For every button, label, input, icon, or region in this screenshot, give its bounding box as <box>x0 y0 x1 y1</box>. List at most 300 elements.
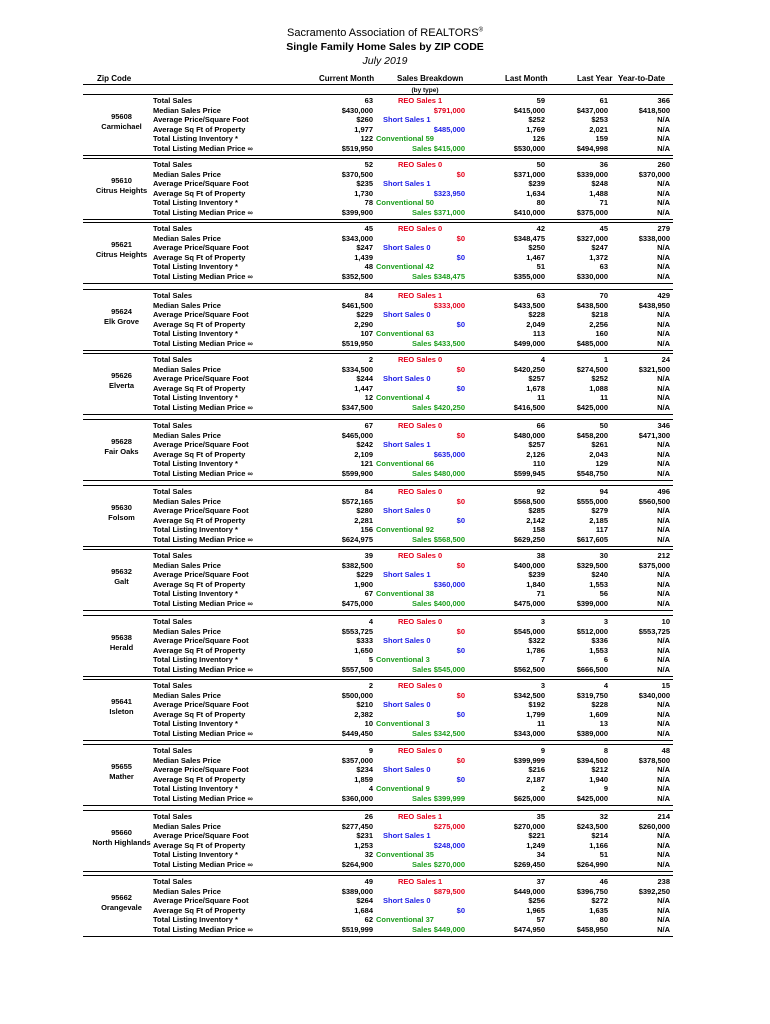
short-price: $0 <box>456 645 465 655</box>
cell-value: $234 <box>356 765 373 774</box>
cell-value: $475,000 <box>513 598 545 608</box>
cell-value: 2,187 <box>526 774 545 784</box>
cell-value: 67 <box>364 421 373 430</box>
cell-value: 37 <box>536 877 545 886</box>
cell-value: $437,000 <box>576 105 608 115</box>
row-label: Total Listing Median Price ∞ <box>153 207 253 217</box>
cell-value: 26 <box>364 812 373 821</box>
zip-code: 95630 <box>111 503 132 512</box>
current-month-col <box>303 877 373 934</box>
cell-value: $264,900 <box>341 859 373 869</box>
cell-value: $394,500 <box>576 755 608 765</box>
row-label: Total Listing Inventory * <box>153 719 238 728</box>
sales-breakdown <box>376 812 465 869</box>
last-month-col <box>473 96 545 153</box>
row-label: Average Sq Ft of Property <box>153 383 246 393</box>
conventional-sales: Conventional 3 <box>376 655 430 664</box>
short-price: $248,000 <box>433 840 465 850</box>
cell-value: 56 <box>599 589 608 598</box>
reo-sales: REO Sales 1 <box>398 291 443 300</box>
cell-value: $260 <box>356 115 373 124</box>
cell-value: N/A <box>657 784 670 793</box>
cell-value: 3 <box>540 681 545 690</box>
zip-city: Galt <box>114 577 129 586</box>
last-month-col <box>473 487 545 544</box>
cell-value: $210 <box>356 700 373 709</box>
col-breakdown: Sales Breakdown <box>397 74 464 83</box>
row-label: Average Sq Ft of Property <box>153 774 246 784</box>
cell-value: $214 <box>591 831 608 840</box>
cell-value: $378,500 <box>638 755 670 765</box>
row-label: Median Sales Price <box>153 233 221 243</box>
last-month-col <box>473 421 545 478</box>
ytd-col <box>610 617 670 674</box>
cell-value: 46 <box>599 877 608 886</box>
short-price: $0 <box>456 709 465 719</box>
row-label: Median Sales Price <box>153 560 221 570</box>
ytd-col <box>610 291 670 348</box>
reo-sales: REO Sales 0 <box>398 421 443 430</box>
cell-value: $334,500 <box>341 364 373 374</box>
cell-value: 2,281 <box>354 515 373 525</box>
current-month-col <box>303 487 373 544</box>
cell-value: 67 <box>364 589 373 598</box>
cell-value: 3 <box>540 617 545 626</box>
row-label: Average Price/Square Foot <box>153 243 249 252</box>
reo-sales: REO Sales 1 <box>398 812 443 821</box>
last-month-col <box>473 877 545 934</box>
cell-value: 429 <box>657 291 670 300</box>
cell-value: 129 <box>595 459 608 468</box>
zip-block <box>83 875 673 937</box>
cell-value: $548,750 <box>576 468 608 478</box>
cell-value: N/A <box>657 440 670 449</box>
conventional-price: Sales $400,000 <box>412 598 465 608</box>
cell-value: $336 <box>591 636 608 645</box>
row-label: Average Sq Ft of Property <box>153 515 246 525</box>
cell-value: 2,142 <box>526 515 545 525</box>
short-sales: Short Sales 0 <box>383 310 431 319</box>
zip-block <box>83 744 673 806</box>
cell-value: $415,000 <box>513 105 545 115</box>
cell-value: 57 <box>536 915 545 924</box>
report-title: Single Family Home Sales by ZIP CODE <box>286 41 484 53</box>
cell-value: $257 <box>528 440 545 449</box>
zip-code: 95641 <box>111 697 132 706</box>
cell-value: 1,439 <box>354 252 373 262</box>
cell-value: 1,859 <box>354 774 373 784</box>
short-sales: Short Sales 1 <box>383 440 431 449</box>
row-label: Average Price/Square Foot <box>153 896 249 905</box>
row-label: Average Sq Ft of Property <box>153 709 246 719</box>
cell-value: N/A <box>657 664 670 674</box>
cell-value: 212 <box>657 551 670 560</box>
row-label: Total Listing Inventory * <box>153 915 238 924</box>
zip-code: 95655 <box>111 762 132 771</box>
row-label: Average Price/Square Foot <box>153 440 249 449</box>
zip-code: 95632 <box>111 567 132 576</box>
cell-value: 214 <box>657 812 670 821</box>
col-last-month: Last Month <box>505 74 548 83</box>
cell-value: $333 <box>356 636 373 645</box>
zip-city: Isleton <box>109 707 134 716</box>
cell-value: 2 <box>540 784 545 793</box>
short-price: $360,000 <box>433 579 465 589</box>
row-label: Total Listing Median Price ∞ <box>153 143 253 153</box>
last-month-col <box>473 681 545 738</box>
cell-value: $370,500 <box>341 169 373 179</box>
org-title: Sacramento Association of REALTORS® <box>287 27 483 39</box>
cell-value: $438,950 <box>638 300 670 310</box>
report-period: July 2019 <box>362 55 408 67</box>
reo-sales: REO Sales 0 <box>398 355 443 364</box>
cell-value: 346 <box>657 421 670 430</box>
cell-value: 12 <box>364 393 373 402</box>
cell-value: 122 <box>360 134 373 143</box>
row-labels <box>153 877 253 934</box>
cell-value: 1,635 <box>589 905 608 915</box>
row-label: Average Sq Ft of Property <box>153 188 246 198</box>
cell-value: $471,300 <box>638 430 670 440</box>
ytd-col <box>610 421 670 478</box>
cell-value: 78 <box>364 198 373 207</box>
row-label: Average Price/Square Foot <box>153 374 249 383</box>
zip-city: Citrus Heights <box>95 186 148 195</box>
conventional-price: Sales $342,500 <box>412 728 465 738</box>
cell-value: 24 <box>661 355 670 364</box>
row-label: Median Sales Price <box>153 755 221 765</box>
cell-value: 94 <box>599 487 608 496</box>
short-sales: Short Sales 1 <box>383 115 431 124</box>
cell-value: $500,000 <box>341 690 373 700</box>
sales-breakdown <box>376 96 465 153</box>
cell-value: 110 <box>532 459 545 468</box>
row-label: Average Sq Ft of Property <box>153 905 246 915</box>
cell-value: $260,000 <box>638 821 670 831</box>
sales-breakdown <box>376 291 465 348</box>
cell-value: $319,750 <box>576 690 608 700</box>
cell-value: 80 <box>599 915 608 924</box>
last-month-col <box>473 617 545 674</box>
ytd-col <box>610 551 670 608</box>
reo-sales: REO Sales 0 <box>398 487 443 496</box>
cell-value: N/A <box>657 598 670 608</box>
cell-value: N/A <box>657 793 670 803</box>
row-label: Total Listing Inventory * <box>153 655 238 664</box>
last-year-col <box>551 421 608 478</box>
cell-value: $494,998 <box>576 143 608 153</box>
conventional-sales: Conventional 92 <box>376 525 434 534</box>
cell-value: 6 <box>603 655 608 664</box>
cell-value: $343,000 <box>341 233 373 243</box>
conventional-price: Sales $420,250 <box>412 402 465 412</box>
reo-price: $0 <box>456 560 465 570</box>
last-month-col <box>473 551 545 608</box>
col-ytd: Year-to-Date <box>618 74 666 83</box>
reo-sales: REO Sales 1 <box>398 96 443 105</box>
cell-value: 158 <box>532 525 545 534</box>
cell-value: 15 <box>661 681 670 690</box>
cell-value: $416,500 <box>513 402 545 412</box>
zip-block <box>83 679 673 741</box>
cell-value: 51 <box>599 850 608 859</box>
short-price: $0 <box>456 905 465 915</box>
current-month-col <box>303 160 373 217</box>
row-label: Total Listing Inventory * <box>153 134 238 143</box>
row-labels <box>153 812 253 869</box>
cell-value: 1,965 <box>526 905 545 915</box>
current-month-col <box>303 617 373 674</box>
cell-value: 11 <box>600 393 608 402</box>
cell-value: $560,500 <box>638 496 670 506</box>
cell-value: 260 <box>657 160 670 169</box>
cell-value: N/A <box>657 319 670 329</box>
cell-value: $530,000 <box>513 143 545 153</box>
last-year-col <box>551 487 608 544</box>
conventional-sales: Conventional 4 <box>376 393 430 402</box>
cell-value: $425,000 <box>576 402 608 412</box>
cell-value: 70 <box>599 291 608 300</box>
reo-price: $0 <box>456 169 465 179</box>
cell-value: N/A <box>657 115 670 124</box>
cell-value: $438,500 <box>576 300 608 310</box>
row-label: Total Listing Inventory * <box>153 589 238 598</box>
cell-value: $221 <box>528 831 545 840</box>
last-year-col <box>551 746 608 803</box>
short-sales: Short Sales 1 <box>383 179 431 188</box>
cell-value: 59 <box>536 96 545 105</box>
cell-value: $212 <box>591 765 608 774</box>
cell-value: 10 <box>364 719 373 728</box>
row-label: Average Sq Ft of Property <box>153 252 246 262</box>
short-sales: Short Sales 0 <box>383 506 431 515</box>
col-zip: Zip Code <box>97 74 132 83</box>
cell-value: $343,000 <box>513 728 545 738</box>
zip-city: North Highlands <box>92 838 151 847</box>
row-label: Total Listing Inventory * <box>153 850 238 859</box>
col-current: Current Month <box>319 74 375 83</box>
cell-value: 63 <box>536 291 545 300</box>
cell-value: $252 <box>528 115 545 124</box>
cell-value: 4 <box>603 681 608 690</box>
cell-value: 1,488 <box>589 188 608 198</box>
cell-value: 49 <box>364 877 373 886</box>
conventional-price: Sales $348,475 <box>412 271 465 281</box>
cell-value: $399,000 <box>576 598 608 608</box>
cell-value: 160 <box>595 329 608 338</box>
cell-value: 1,166 <box>589 840 608 850</box>
short-price: $0 <box>456 252 465 262</box>
cell-value: 1,372 <box>589 252 608 262</box>
ytd-col <box>610 877 670 934</box>
row-label: Average Sq Ft of Property <box>153 579 246 589</box>
cell-value: $272 <box>591 896 608 905</box>
cell-value: $382,500 <box>341 560 373 570</box>
cell-value: $261 <box>591 440 608 449</box>
last-month-col <box>473 355 545 412</box>
cell-value: N/A <box>657 124 670 134</box>
reo-sales: REO Sales 0 <box>398 551 443 560</box>
cell-value: $519,950 <box>341 143 373 153</box>
zip-block <box>83 222 673 284</box>
row-labels <box>153 551 253 608</box>
current-month-col <box>303 681 373 738</box>
row-label: Total Listing Inventory * <box>153 784 238 793</box>
cell-value: $279 <box>591 506 608 515</box>
reo-price: $879,500 <box>433 886 465 896</box>
conventional-sales: Conventional 9 <box>376 784 430 793</box>
cell-value: $256 <box>528 896 545 905</box>
zip-city: Elk Grove <box>103 317 140 326</box>
cell-value: 62 <box>364 915 373 924</box>
cell-value: 1,940 <box>589 774 608 784</box>
cell-value: 48 <box>661 746 670 755</box>
cell-value: 3 <box>603 617 608 626</box>
cell-value: $264 <box>356 896 373 905</box>
row-label: Average Price/Square Foot <box>153 310 249 319</box>
cell-value: N/A <box>657 449 670 459</box>
last-year-col <box>551 96 608 153</box>
cell-value: $555,000 <box>576 496 608 506</box>
cell-value: $239 <box>528 570 545 579</box>
cell-value: $553,725 <box>341 626 373 636</box>
cell-value: 279 <box>657 224 670 233</box>
row-label: Median Sales Price <box>153 690 221 700</box>
last-year-col <box>551 812 608 869</box>
cell-value: 39 <box>364 551 373 560</box>
sales-breakdown <box>376 877 465 934</box>
current-month-col <box>303 291 373 348</box>
cell-value: 2,126 <box>526 449 545 459</box>
reo-price: $0 <box>456 430 465 440</box>
zip-block <box>83 615 673 677</box>
last-year-col <box>551 355 608 412</box>
conventional-price: Sales $545,000 <box>412 664 465 674</box>
ytd-col <box>610 746 670 803</box>
last-year-col <box>551 160 608 217</box>
reo-sales: REO Sales 0 <box>398 617 443 626</box>
cell-value: N/A <box>657 468 670 478</box>
cell-value: $242 <box>356 440 373 449</box>
cell-value: N/A <box>657 329 670 338</box>
sales-breakdown <box>376 746 465 803</box>
zip-city: Herald <box>109 643 134 652</box>
cell-value: $599,945 <box>513 468 545 478</box>
cell-value: 71 <box>599 198 608 207</box>
row-label: Total Listing Inventory * <box>153 525 238 534</box>
cell-value: N/A <box>657 459 670 468</box>
row-labels <box>153 487 253 544</box>
sales-breakdown <box>376 224 465 281</box>
cell-value: $338,000 <box>638 233 670 243</box>
row-label: Total Listing Median Price ∞ <box>153 402 253 412</box>
cell-value: N/A <box>657 188 670 198</box>
cell-value: $375,000 <box>638 560 670 570</box>
cell-value: 1,730 <box>354 188 373 198</box>
conventional-sales: Conventional 63 <box>376 329 434 338</box>
ytd-col <box>610 224 670 281</box>
sales-breakdown <box>376 355 465 412</box>
row-label: Total Listing Median Price ∞ <box>153 468 253 478</box>
row-label: Average Price/Square Foot <box>153 765 249 774</box>
sales-breakdown <box>376 160 465 217</box>
zip-block <box>83 810 673 872</box>
column-headers <box>83 72 673 85</box>
cell-value: 71 <box>536 589 545 598</box>
reo-price: $0 <box>456 364 465 374</box>
current-month-col <box>303 96 373 153</box>
cell-value: $229 <box>356 570 373 579</box>
cell-value: $327,000 <box>576 233 608 243</box>
zip-block <box>83 94 673 156</box>
row-label: Median Sales Price <box>153 496 221 506</box>
cell-value: 366 <box>657 96 670 105</box>
cell-value: 30 <box>599 551 608 560</box>
row-label: Total Listing Inventory * <box>153 198 238 207</box>
cell-value: $357,000 <box>341 755 373 765</box>
sales-breakdown <box>376 681 465 738</box>
cell-value: N/A <box>657 840 670 850</box>
cell-value: 34 <box>536 850 545 859</box>
cell-value: 9 <box>603 784 608 793</box>
cell-value: 32 <box>599 812 608 821</box>
cell-value: $399,900 <box>341 207 373 217</box>
cell-value: $192 <box>528 700 545 709</box>
zip-city: Fair Oaks <box>104 447 139 456</box>
cell-value: $629,250 <box>513 534 545 544</box>
cell-value: $461,500 <box>341 300 373 310</box>
cell-value: $370,000 <box>638 169 670 179</box>
cell-value: N/A <box>657 506 670 515</box>
cell-value: N/A <box>657 198 670 207</box>
cell-value: $389,000 <box>341 886 373 896</box>
cell-value: N/A <box>657 393 670 402</box>
cell-value: $557,500 <box>341 664 373 674</box>
sales-breakdown <box>376 487 465 544</box>
row-label: Total Listing Inventory * <box>153 459 238 468</box>
cell-value: 9 <box>368 746 373 755</box>
cell-value: $519,999 <box>341 924 373 934</box>
conventional-sales: Conventional 35 <box>376 850 434 859</box>
row-label: Median Sales Price <box>153 886 221 896</box>
row-labels <box>153 96 253 153</box>
reo-sales: REO Sales 0 <box>398 746 443 755</box>
last-year-col <box>551 617 608 674</box>
cell-value: $553,725 <box>638 626 670 636</box>
cell-value: N/A <box>657 831 670 840</box>
last-month-col <box>473 224 545 281</box>
row-label: Total Sales <box>153 617 193 626</box>
cell-value: 1,553 <box>589 645 608 655</box>
row-label: Total Listing Median Price ∞ <box>153 793 253 803</box>
cell-value: 1,553 <box>589 579 608 589</box>
short-sales: Short Sales 1 <box>383 831 431 840</box>
cell-value: $231 <box>356 831 373 840</box>
cell-value: 8 <box>603 746 608 755</box>
cell-value: 1,840 <box>526 579 545 589</box>
current-month-col <box>303 746 373 803</box>
cell-value: 1,467 <box>526 252 545 262</box>
zip-city: Citrus Heights <box>95 250 148 259</box>
cell-value: N/A <box>657 728 670 738</box>
ytd-col <box>610 812 670 869</box>
cell-value: $458,200 <box>576 430 608 440</box>
cell-value: $347,500 <box>341 402 373 412</box>
cell-value: $519,950 <box>341 338 373 348</box>
cell-value: $280 <box>356 506 373 515</box>
cell-value: 2,021 <box>589 124 608 134</box>
cell-value: 45 <box>364 224 373 233</box>
